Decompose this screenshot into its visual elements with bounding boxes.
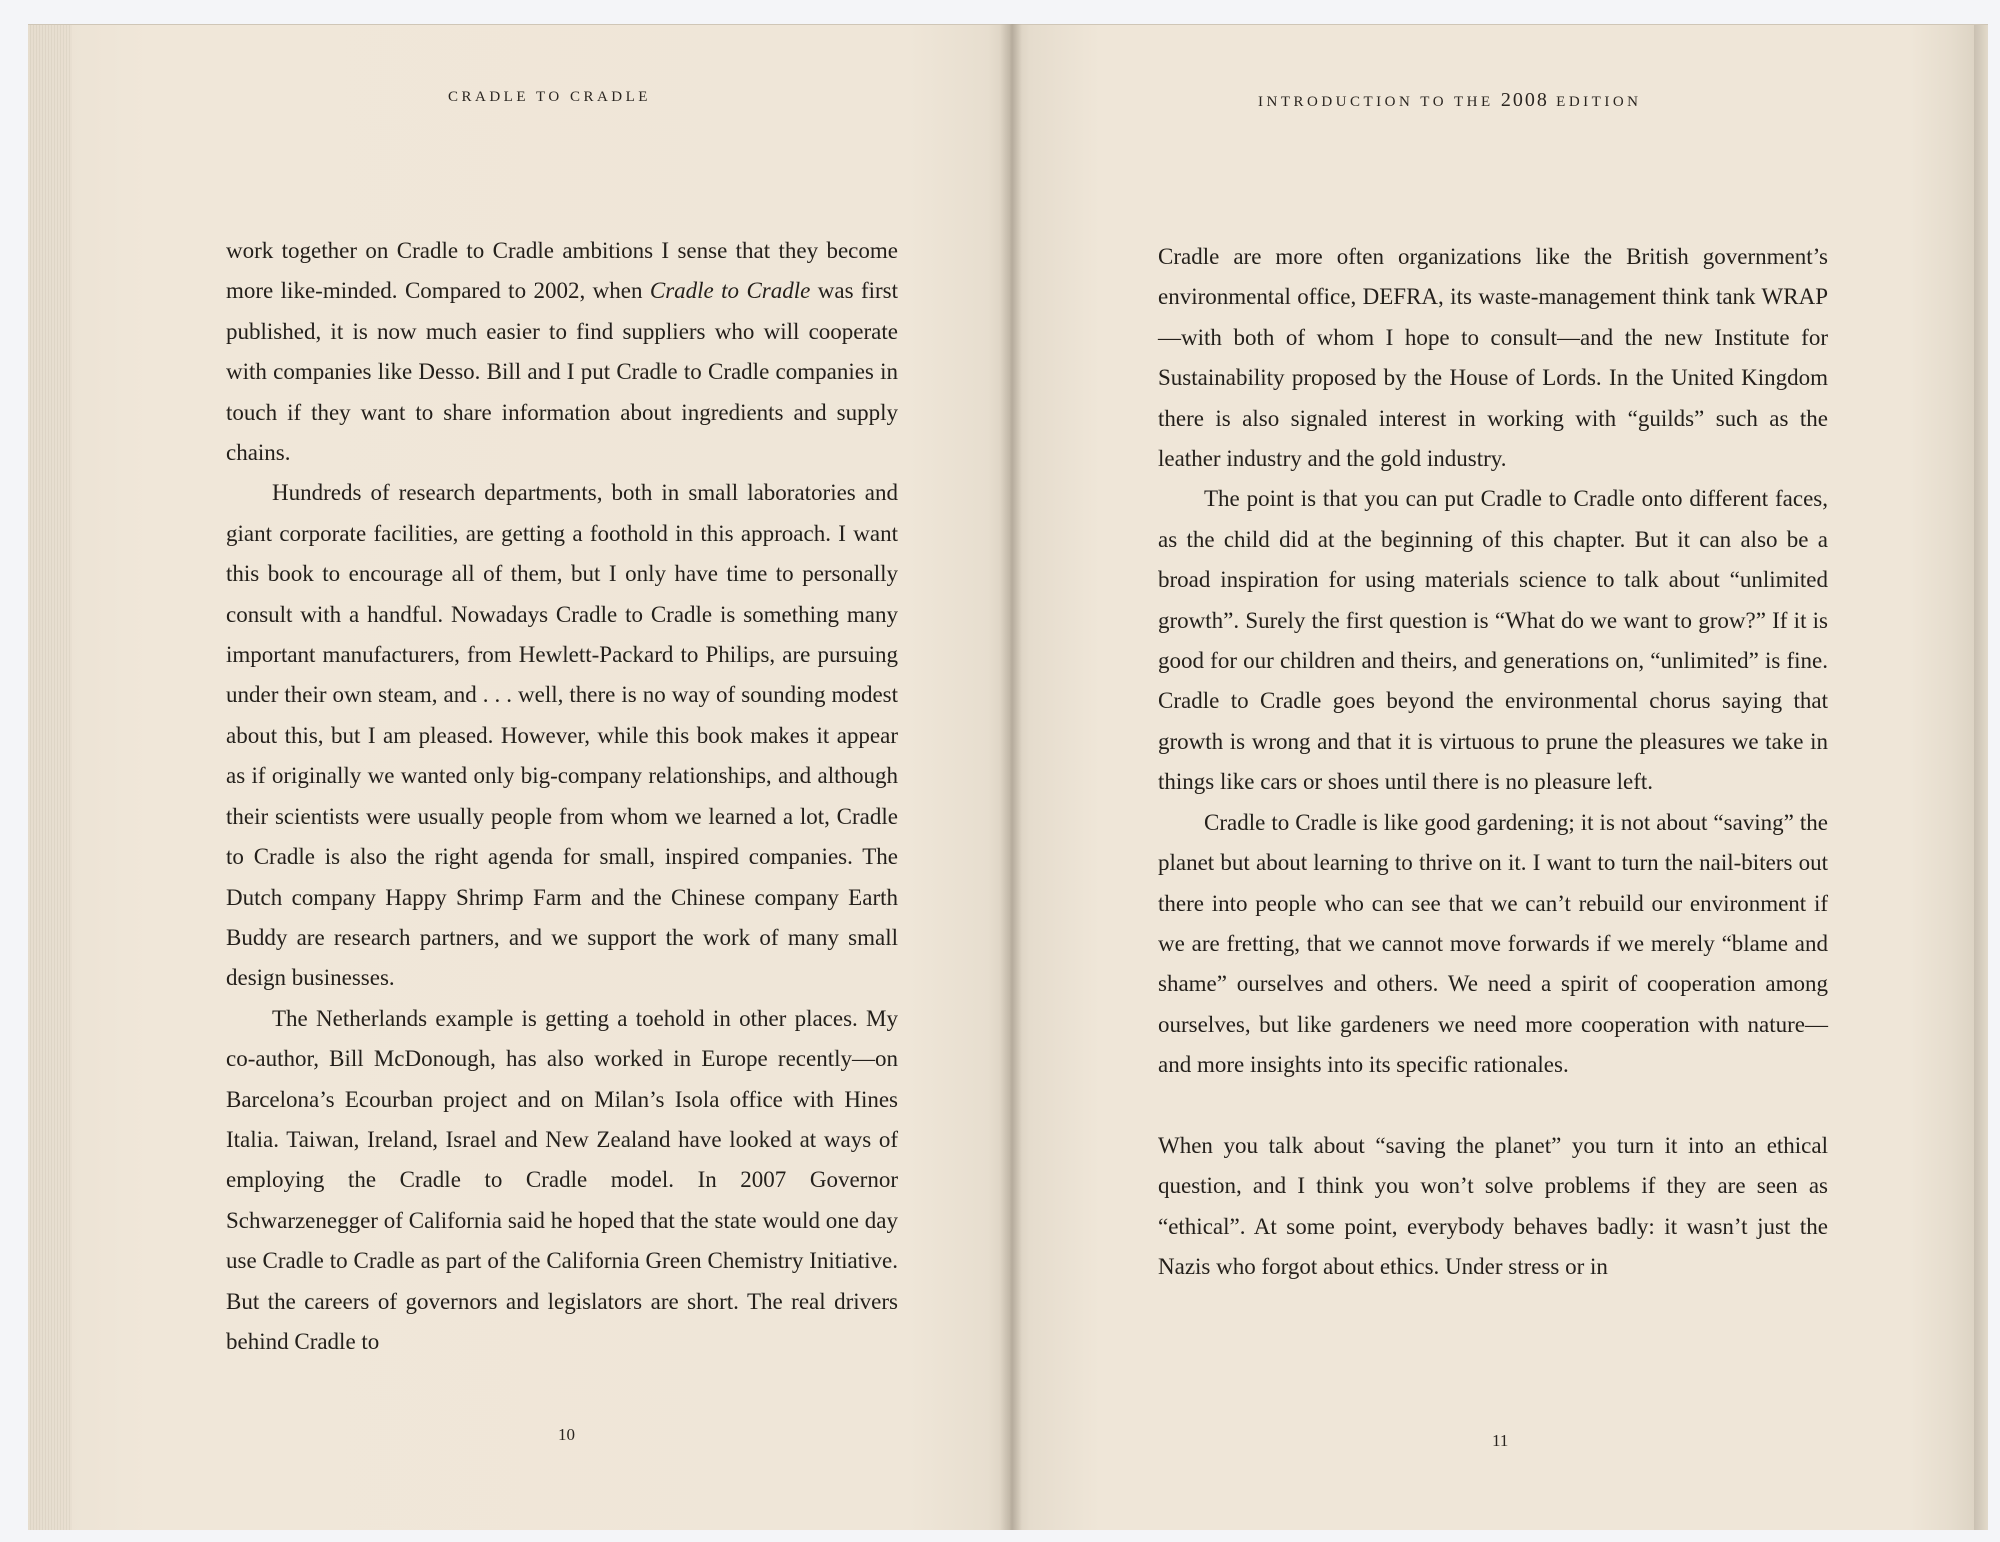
text-run: was first published, it is now much easier to find suppliers who will cooperate with companies like Desso. Bill and I put Cradle to Cradle companies in touch if they want to share information about ingredients and supply chains. (226, 278, 898, 466)
open-book (28, 24, 1988, 1530)
left-page (28, 24, 1010, 1530)
page-number-right: 11 (1492, 1431, 1509, 1450)
paragraph (226, 999, 898, 1363)
running-head-text: INTRODUCTION TO THE (1258, 94, 1501, 110)
paragraph (226, 473, 898, 998)
right-page (1010, 24, 1988, 1530)
text-run: work together on Cradle to Cradle ambitions I sense that they become more like-minded. Compared to 2002, when (226, 238, 898, 304)
paragraph (226, 231, 898, 473)
running-head-right (1258, 89, 1642, 112)
text-run: Hundreds of research departments, both in small laboratories and giant corporate facilities, are getting a foothold in this approach. I want this book to encourage all of them, but I only have time to personally consult with a handful. Nowadays Cradle to Cradle is something many important manufacturers, from Hewlett-Packard to Philips, are pursuing under their own steam, and . . . well, there is no way of sounding modest about this, but I am pleased. However, while this book makes it appear as if originally we wanted only big-company relationships, and although their scientists were usually people from whom we learned a lot, Cradle to Cradle is also the right agenda for small, inspired companies. The Dutch company Happy Shrimp Farm and the Chinese company Earth Buddy are research partners, and we support the work of many small design businesses. (226, 480, 898, 991)
book-title-italic: Cradle to Cradle (649, 278, 811, 304)
page-number-left: 10 (558, 1425, 575, 1444)
paragraph: When you talk about “saving the planet” you turn it into an ethical question, and I think you won’t solve problems if they are seen as “ethical”. At some point, everybody behaves badly: it wasn’t just the Nazis who forgot about ethics. Under stress or in (1158, 1132, 1828, 1280)
right-page-text (1158, 237, 1828, 1288)
running-head-left: CRADLE TO CRADLE (448, 89, 651, 105)
paragraph: The point is that you can put Cradle to Cradle onto different faces, as the child did at the beginning of this chapter. But it can also be a broad inspiration for using materials science to talk about “unlimited growth”. Surely the first question is “What do we want to grow?” If it is good for our children and theirs, and generations on, “unlimited” is fine. Cradle to Cradle goes beyond the environmental chorus saying that growth is wrong and that it is virtuous to prune the pleasures we take in things like cars or shoes until there is no pleasure left. (1158, 486, 1828, 795)
paragraph: Cradle to Cradle is like good gardening; it is not about “saving” the planet but about learning to thrive on it. I want to turn the nail-biters out there into people who can see that we can’t rebuild our environment if we are fretting, that we cannot move forwards if we merely “blame and shame” ourselves and others. We need a spirit of cooperation among ourselves, but like gardeners we need more cooperation with nature—and more insights into its specific rationales. (1158, 809, 1828, 1078)
paragraph: Cradle are more often organizations like the British government’s environmental office, DEFRA, its waste-management think tank WRAP—with both of whom I hope to consult—and the new Institute for Sustainability proposed by the House of Lords. In the United Kingdom there is also signaled interest in working with “guilds” such as the leather industry and the gold industry. (1158, 244, 1828, 472)
running-head-end: EDITION (1548, 94, 1642, 110)
left-page-text (226, 231, 898, 1362)
running-head-year: 2008 (1500, 89, 1549, 111)
book-gutter (1000, 24, 1022, 1530)
text-run: The Netherlands example is getting a toehold in other places. My co-author, Bill McDonough, has also worked in Europe recently—on Barcelona’s Ecourban project and on Milan’s Isola office with Hines Italia. Taiwan, Ireland, Israel and New Zealand have looked at ways of employing the Cradle to Cradle model. In 2007 Governor Schwarzenegger of California said he hoped that the state would one day use Cradle to Cradle as part of the California Green Chemistry Initiative. But the careers of governors and legislators are short. The real drivers behind Cradle to (226, 1005, 898, 1354)
